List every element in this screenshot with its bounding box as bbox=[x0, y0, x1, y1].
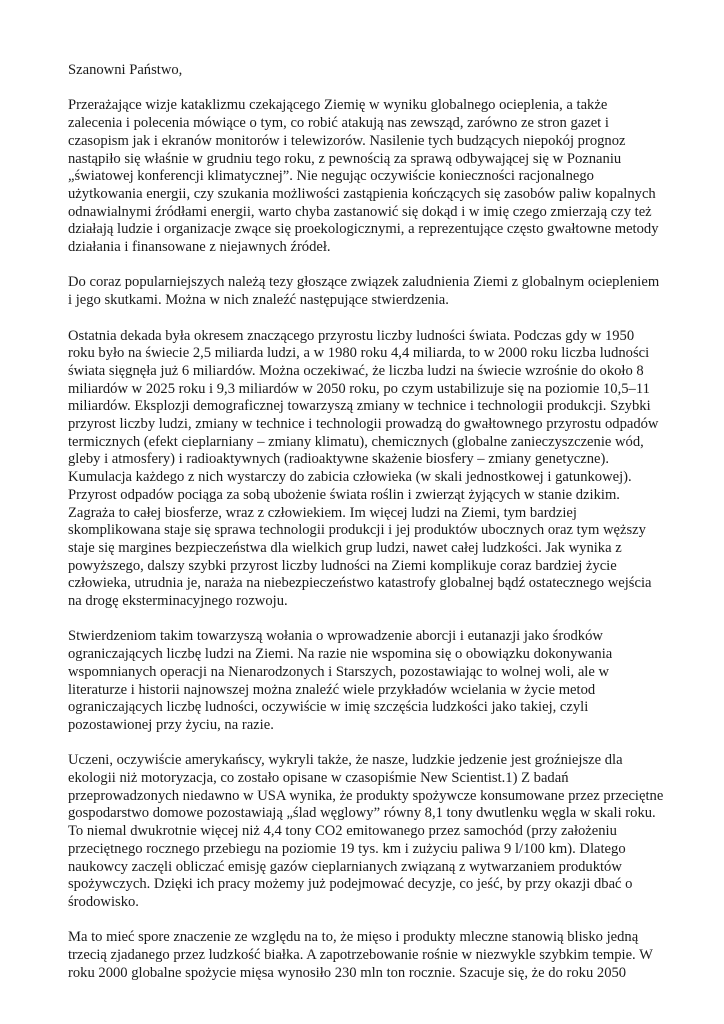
paragraph-intro: Przerażające wizje kataklizmu czekającego Ziemię w wyniku globalnego ocieplenia, a także zalecenia i polecenia mówiące o tym, co robić atakują nas zewsząd, zarówno ze stron gazet i czasopism jak i ekranów monitorów i telewizorów. Nasilenie tych budzących niepokój prognoz nastąpiło się właśnie w grudniu tego roku, z pewnością za sprawą odbywającej się w Poznaniu „światowej konferencji klimatycznej”. Nie negując oczywiście konieczności racjonalnego użytkowania energii, czy szukania możliwości zastąpienia kończących się zasobów paliw kopalnych odnawialnymi źródłami energii, warto chyba zastanowić się dokąd i w imię czego zmierzają czy też działają ludzie i organizacje zwące się proekologicznymi, a reprezentujące często gwałtowne metody działania i finansowane z niejawnych źródeł. bbox=[68, 97, 659, 256]
paragraph-population-growth: Ostatnia dekada była okresem znaczącego przyrostu liczby ludności świata. Podczas gdy w 1950 roku było na świecie 2,5 miliarda ludzi, a w 1980 roku 4,4 miliarda, to w 2000 roku liczba ludności świata sięgnęła już 6 miliardów. Można oczekiwać, że liczba ludzi na świecie wzrośnie do około 8 miliardów w 2025 roku i 9,3 miliardów w 2050 roku, po czym ustabilizuje się na poziomie 10,5–11 miliardów. Eksplozji demograficznej towarzyszą zmiany w technice i technologii produkcji. Szybki przyrost liczby ludzi, zmiany w technice i technologii prowadzą do gwałtownego przyrostu odpadów termicznych (efekt cieplarniany – zmiany klimatu), chemicznych (globalne zanieczyszczenie wód, gleby i atmosfery) i radioaktywnych (radioaktywne skażenie biosfery – zmiany genetyczne). Kumulacja każdego z nich wystarczy do zabicia człowieka (w skali jednostkowej i gatunkowej). Przyrost odpadów pociąga za sobą ubożenie świata roślin i zwierząt żyjących w stanie dzikim. Zagraża to całej biosferze, wraz z człowiekiem. Im więcej ludzi na Ziemi, tym bardziej skomplikowana staje się sprawa technologii produkcji i jej produktów ubocznych oraz tym węższy staje się margines bezpieczeństwa dla wielkich grup ludzi, nawet całej ludzkości. Jak wynika z powyższego, dalszy szybki przyrost liczby ludności na Ziemi komplikuje coraz bardziej życie człowieka, utrudnia je, naraża na niebezpieczeństwo katastrofy globalnej bądź ostatecznego wejścia na drogę eksterminacyjnego rozwoju. bbox=[68, 327, 659, 610]
paragraph-population-theses: Do coraz popularniejszych należą tezy głoszące związek zaludnienia Ziemi z globalnym ociepleniem i jego skutkami. Można w nich znaleźć następujące stwierdzenia. bbox=[68, 274, 660, 309]
paragraph-food-footprint: Uczeni, oczywiście amerykańscy, wykryli także, że nasze, ludzkie jedzenie jest groźniejsze dla ekologii niż motoryzacja, co zostało opisane w czasopiśmie New Scientist.1) Z badań przeprowadzonych niedawno w USA wynika, że produkty spożywcze konsumowane przez przeciętne gospodarstwo domowe pozostawiają „ślad węglowy” równy 8,1 tony dwutlenku węgla w skali roku. To niemal dwukrotnie więcej niż 4,4 tony CO2 emitowanego przez samochód (przy założeniu przeciętnego rocznego przebiegu na poziomie 19 tys. km i zużyciu paliwa 9 l/100 km). Dlatego naukowcy zaczęli obliczać emisję gazów cieplarnianych związaną z wytwarzaniem produktów spożywczych. Dzięki ich pracy możemy już podejmować decyzje, co jeść, by przy okazji dbać o środowisko. bbox=[68, 752, 664, 910]
paragraph-meat-consumption: Ma to mieć spore znaczenie ze względu na to, że mięso i produkty mleczne stanowią blisko jedną trzecią zjadanego przez ludzkość białka. A zapotrzebowanie rośnie w niezwykle szybkim tempie. W roku 2000 globalne spożycie mięsa wynosiło 230 mln ton rocznie. Szacuje się, że do roku 2050 bbox=[68, 929, 653, 981]
paragraph-abortion-euthanasia: Stwierdzeniom takim towarzyszą wołania o wprowadzenie aborcji i eutanazji jako środków ograniczających liczbę ludzi na Ziemi. Na razie nie wspomina się o obowiązku dokonywania wspomnianych operacji na Nienarodzonych i Starszych, pozostawiając to wolnej woli, ale w literaturze i historii najnowszej można znaleźć wiele przykładów wcielania w życie metod ograniczających liczbę ludności, oczywiście w imię szczęścia ludzkości jako takiej, czyli pozostawionej przy życiu, na razie. bbox=[68, 628, 613, 733]
salutation: Szanowni Państwo, bbox=[68, 62, 183, 78]
document-page bbox=[68, 62, 664, 1000]
